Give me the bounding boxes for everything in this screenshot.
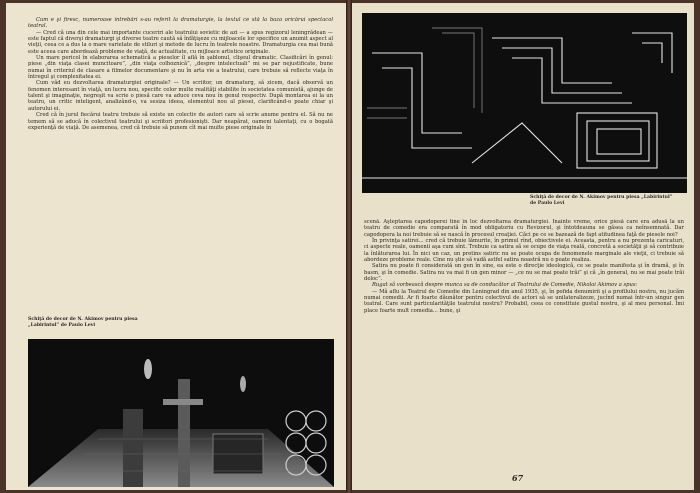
body-paragraph: — Cred că una din cele mai importante cuceriri ale teatrului sovietic de azi — a spus regizorul leningrădean — este faptul că diverşi dramaturgi şi diverse teatre caută să înfăţişeze cu mijloacele lor specifice un anumit aspect al vieţii, ceea ce a dus la o mare varietate de stiluri şi metode de lucru în teatrele noastre. Dramaturgia cea mai bună este aceea care abordează probleme de viaţă, de actualitate, cu mijloace artistice originale. [28, 29, 333, 55]
body-paragraph: Un mare pericol în elaborarea schematică a pieselor îl află în şablonul, clişeul dramatic. Clasificări în genul: piese „din viaţa clasei muncitoare”, „din viaţa colhoznică”, „despre intelectuali” mi se par nejustificate, bune numai în criteriul de clasare a filmelor documentare şi nu în arta vie a teatrului, care trebuie să reflecte viaţa în întregul şi complexitatea ei. [28, 55, 333, 81]
left-photo-caption: Schiţă de decor de N. Akimov pentru piesa „Labirintul” de Paulo Levi [28, 317, 138, 328]
left-text-column [28, 17, 333, 337]
body-paragraph: Cum văd eu dezvoltarea dramaturgiei originale? — Un scriitor, un dramaturg, să zicem, dacă observă un fenomen interesant în viaţă, un lucru nou, specific celor multe realităţi stabilite în societatea comunistă, ajunge de talent şi imaginaţie, negreşit va scrie o piesă care va aduce ceva nou în genul respectiv. După montarea ei la un teatru, un critic inteligent, analizând-o, va sesiza ideea, elementul nou al piesei, clarificând-o poate chiar şi autorului ei. [28, 80, 333, 112]
set-sketch-photograph [362, 13, 687, 193]
right-photo-caption: Schiţă de decor de N. Akimov pentru piesa „Labirintul” de Paulo Levi [530, 195, 673, 206]
page-number: 67 [512, 473, 524, 483]
body-paragraph: — Mă aflu la Teatrul de Comedie din Leningrad din anul 1935, şi, în pofida denumirii şi a profilului nostru, nu jucăm numai comedii. Ar fi foarte dăunător pentru colectivul de actori să se unilateralizeze, jucînd numai într-un singur gen teatral. Care sunt particularităţile teatrului nostru? Probabil, ceea ce constituie gustul nostru, şi al meu personal. Îmi place foarte mult comedia... bune, şi [364, 288, 684, 314]
abstract-set-illustration [362, 13, 687, 193]
right-page [352, 3, 694, 490]
right-text-column [364, 219, 684, 469]
intro-paragraph: Cum e şi firesc, numeroase întrebări s-au referit la dramaturgie, la textul ce stă la baza oricărui spectacol teatral. [28, 17, 333, 30]
body-paragraph: Satira nu poate fi considerată un gen în sine, ea este o direcţie ideologică, ce se poate manifesta şi în dramă, şi în basm, şi în comedie. Satira nu va mai fi un gen minor — „ce nu se mai poate trăi” şi că „în general, nu se mai poate trăi deloc”. [364, 263, 684, 283]
body-paragraph: Cred că în jurul fiecărui teatru trebuie să existe un colectiv de autori care să scrie anume pentru el. Să nu ne temem să se aducă în colectivul teatrului şi scriitori profesionişti. Dar neapărat, oameni talentaţi, cu o bogată experienţă de viaţă. De asemenea, cred că trebuie să punem cît mai multe piese originale în [28, 112, 333, 131]
left-page [6, 3, 346, 490]
body-paragraph: În privinţa satirei... cred că trebuie lămurite, în primul rînd, obiectivele ei. Aceasta, pentru a nu prezenta caricaturi, ci aspecte reale, oamenii aşa cum sînt. Trebuie ca satira să se ocupe de viaţa reală, concretă a societăţii şi să contribuie la înlăturarea lui. În nici un caz, un pretins satiric nu se poate ocupa de fenomenele marginale ale vieţii, ci trebuie să abordeze probleme reale. Cine nu ştie să vadă astfel satira noastră nu o poate realiza. [364, 238, 684, 264]
stage-scene-illustration [28, 339, 334, 487]
italic-intro-paragraph: Rugat să vorbească despre munca sa de conducător al Teatrului de Comedie, Nikolai Akimov a spus: [372, 282, 638, 289]
body-paragraph: scenă. Aşteptarea capodoperei tine în loc dezvoltarea dramaturgiei. Înainte vreme, orice piesă care era adusă la un teatru de comedie era comparată în mod obligatoriu cu Revizorul, şi întotdeauna se găsea ca neînsemnată. Dar capodopera la noi trebuie să se nască în procesul creaţiei. Căci pe ce se bazează de fapt atitudinea faţă de piesele noi? [364, 219, 684, 238]
stage-set-photograph [28, 339, 334, 487]
